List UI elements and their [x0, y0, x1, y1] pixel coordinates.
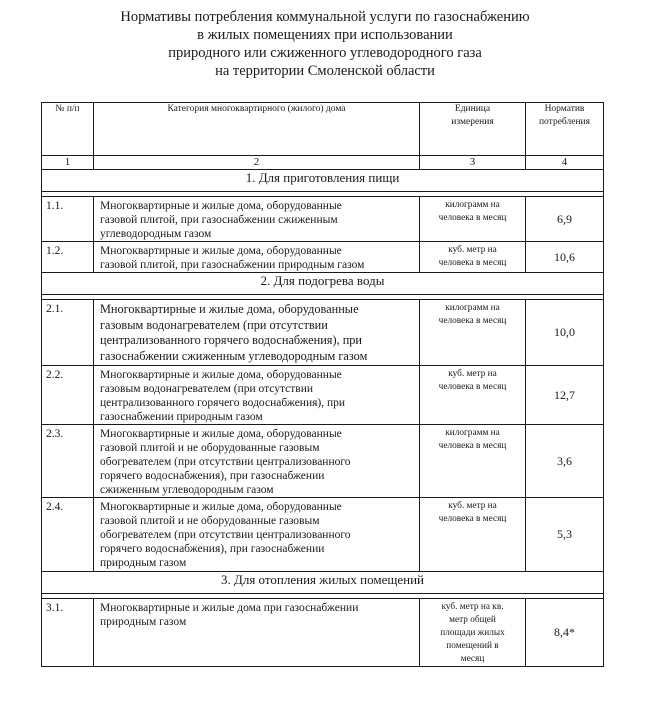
category-line: обогревателем (при отсутствии централизованного	[100, 529, 351, 541]
category-line: Многоквартирные и жилые дома, оборудованные	[100, 428, 342, 440]
column-number-row	[42, 156, 604, 170]
section-title-2: 2. Для подогрева воды	[42, 273, 604, 295]
category-line: углеводородным газом	[100, 228, 212, 240]
unit-line: килограмм на	[445, 200, 500, 210]
section-row	[42, 572, 604, 594]
category-line: Многоквартирные и жилые дома при газоснабжении	[100, 602, 359, 614]
table-row	[42, 197, 604, 242]
row-category	[94, 197, 420, 242]
row-num: 1.2.	[42, 242, 94, 273]
section-row	[42, 273, 604, 295]
category-line: газоснабжении природным газом	[100, 411, 263, 423]
row-unit	[420, 300, 526, 366]
category-line: газовой плитой и не оборудованные газовым	[100, 515, 320, 527]
unit-line: помещений в	[446, 641, 499, 651]
row-unit	[420, 599, 526, 667]
header-row	[42, 103, 604, 156]
row-norm: 10,6	[526, 242, 604, 273]
unit-line: куб. метр на	[448, 369, 497, 379]
column-number-1: 1	[42, 156, 94, 170]
section-title-3: 3. Для отопления жилых помещений	[42, 572, 604, 594]
row-unit	[420, 197, 526, 242]
table-row	[42, 242, 604, 273]
header-unit-line-2: измерения	[451, 117, 494, 127]
row-norm: 3,6	[526, 425, 604, 498]
row-unit	[420, 366, 526, 425]
header-norm	[526, 103, 604, 156]
category-line: газовым водонагревателем (при отсутствии	[100, 317, 328, 332]
row-category	[94, 498, 420, 572]
row-unit	[420, 498, 526, 572]
header-unit	[420, 103, 526, 156]
category-line: газовой плитой, при газоснабжении природным газом	[100, 259, 365, 271]
category-line: сжиженным углеводородным газом	[100, 484, 274, 496]
unit-line: площади жилых	[440, 628, 505, 638]
category-line: горячего водоснабжения), при газоснабжении	[100, 543, 325, 555]
title-line-1: Нормативы потребления коммунальной услуги по газоснабжению	[120, 9, 530, 25]
column-number-4: 4	[526, 156, 604, 170]
document-title	[90, 8, 560, 80]
category-line: Многоквартирные и жилые дома, оборудованные	[100, 200, 342, 212]
header-norm-line-1: Норматив	[544, 104, 585, 114]
category-line: газоснабжении сжиженным углеводородным газом	[100, 348, 368, 363]
unit-line: килограмм на	[445, 428, 500, 438]
row-norm: 8,4*	[526, 599, 604, 667]
row-category	[94, 425, 420, 498]
table-row	[42, 498, 604, 572]
unit-line: человека в месяц	[438, 258, 507, 268]
table-row	[42, 425, 604, 498]
category-line: обогревателем (при отсутствии централизованного	[100, 456, 351, 468]
header-norm-line-2: потребления	[538, 117, 591, 127]
row-num: 2.2.	[42, 366, 94, 425]
unit-line: метр общей	[449, 615, 496, 625]
row-num: 1.1.	[42, 197, 94, 242]
unit-line: человека в месяц	[438, 514, 507, 524]
row-category	[94, 599, 420, 667]
category-line: Многоквартирные и жилые дома, оборудованные	[100, 245, 342, 257]
header-num: № п/п	[42, 103, 94, 156]
header-unit-line-1: Единица	[454, 104, 491, 114]
row-num: 2.3.	[42, 425, 94, 498]
category-line: газовой плитой и не оборудованные газовым	[100, 442, 320, 454]
category-line: Многоквартирные и жилые дома, оборудованные	[100, 369, 342, 381]
row-unit	[420, 425, 526, 498]
unit-line: человека в месяц	[438, 382, 507, 392]
unit-line: человека в месяц	[438, 316, 507, 326]
title-line-2: в жилых помещениях при использовании	[197, 27, 453, 43]
unit-line: месяц	[460, 654, 485, 664]
row-norm: 6,9	[526, 197, 604, 242]
category-line: газовым водонагревателем (при отсутствии	[100, 383, 314, 395]
category-line: централизованного горячего водоснабжения), при	[100, 333, 363, 347]
row-norm: 10,0	[526, 300, 604, 366]
row-num: 3.1.	[42, 599, 94, 667]
unit-line: куб. метр на	[448, 245, 497, 255]
unit-line: килограмм на	[445, 303, 500, 313]
category-line: централизованного горячего водоснабжения), при	[100, 397, 346, 409]
category-line: горячего водоснабжения), при газоснабжении	[100, 470, 325, 482]
table-row	[42, 366, 604, 425]
section-row	[42, 170, 604, 192]
unit-line: куб. метр на	[448, 501, 497, 511]
section-title-1: 1. Для приготовления пищи	[42, 170, 604, 192]
row-unit	[420, 242, 526, 273]
row-num: 2.1.	[42, 300, 94, 366]
row-norm: 5,3	[526, 498, 604, 572]
unit-line: куб. метр на кв.	[441, 602, 504, 612]
category-line: природным газом	[100, 616, 187, 628]
category-line: газовой плитой, при газоснабжении сжиженным	[100, 214, 338, 226]
unit-line: человека в месяц	[438, 213, 507, 223]
row-norm: 12,7	[526, 366, 604, 425]
row-category	[94, 242, 420, 273]
norms-table	[41, 102, 604, 667]
category-line: Многоквартирные и жилые дома, оборудованные	[100, 501, 342, 513]
row-num: 2.4.	[42, 498, 94, 572]
title-line-4: на территории Смоленской области	[215, 63, 435, 79]
column-number-2: 2	[94, 156, 420, 170]
unit-line: человека в месяц	[438, 441, 507, 451]
row-category	[94, 300, 420, 366]
title-line-3: природного или сжиженного углеводородного газа	[168, 45, 482, 61]
category-line: природным газом	[100, 557, 187, 569]
row-category	[94, 366, 420, 425]
table-row	[42, 300, 604, 366]
table-row	[42, 599, 604, 667]
category-line: Многоквартирные и жилые дома, оборудованные	[100, 302, 359, 316]
header-category: Категория многоквартирного (жилого) дома	[94, 103, 420, 156]
column-number-3: 3	[420, 156, 526, 170]
